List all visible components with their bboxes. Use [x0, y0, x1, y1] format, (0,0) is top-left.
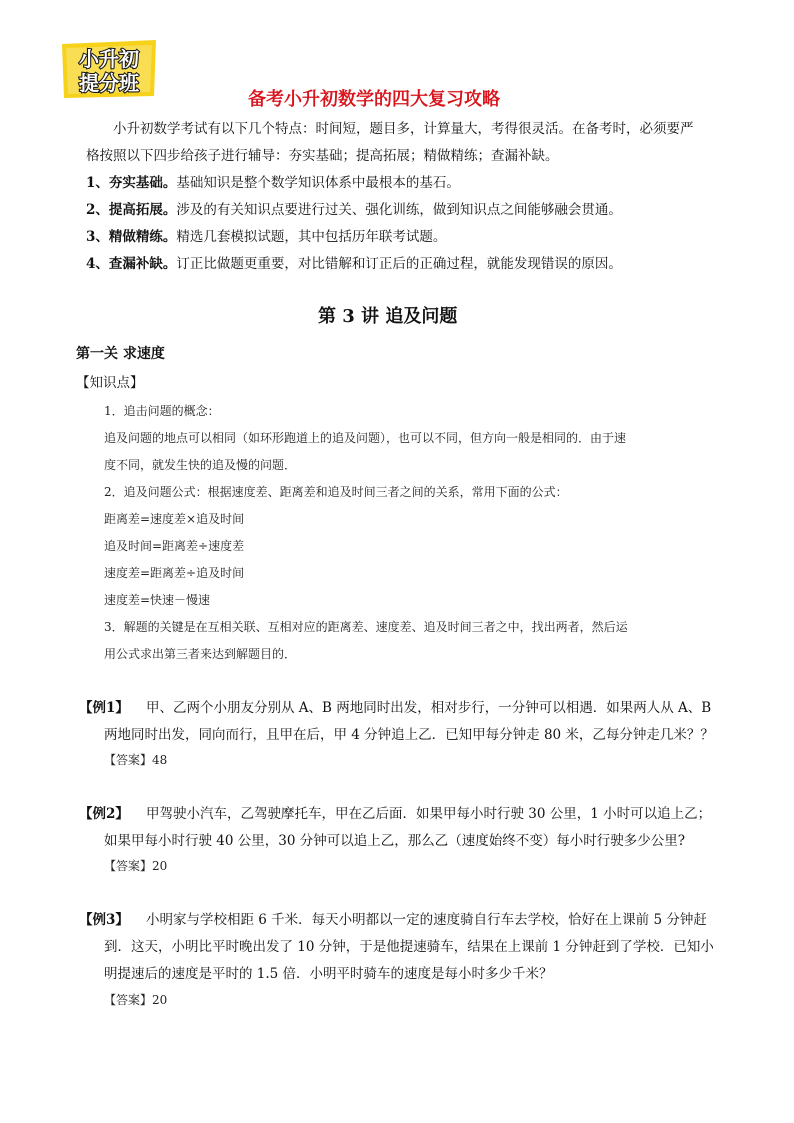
section-title: 第一关 求速度 [76, 346, 165, 362]
lecture-title: 第 3 讲 追及问题 [318, 306, 458, 327]
example-text: 小明家与学校相距 6 千米．每天小明都以一定的速度骑自行车去学校，恰好在上课前 5 分钟赶 [146, 912, 707, 928]
intro-line-1: 小升初数学考试有以下几个特点：时间短，题目多，计算量大，考得很灵活。在备考时，必须要严 [113, 121, 694, 137]
logo-line1: 小升初 [79, 47, 139, 71]
knowledge-line: 速度差=快速－慢速 [104, 593, 211, 607]
knowledge-line: 2．追及问题公式：根据速度差、距离差和追及时间三者之间的关系，常用下面的公式： [104, 485, 568, 499]
intro-line-2: 格按照以下四步给孩子进行辅导：夯实基础；提高拓展；精做精练；查漏补缺。 [86, 148, 559, 164]
answer-value: 20 [152, 993, 168, 1007]
answer [104, 857, 167, 874]
knowledge-line: 3．解题的关键是在互相关联、互相对应的距离差、速度差、追及时间三者之中，找出两者，然后运 [104, 620, 628, 634]
logo [58, 36, 160, 100]
example-text: 到．这天，小明比平时晚出发了 10 分钟，于是他提速骑车，结果在上课前 1 分钟赶到了学校．已知小 [104, 939, 714, 955]
knowledge-line: 度不同，就发生快的追及慢的问题． [104, 458, 297, 472]
example-text: 两地同时出发，同向而行，且甲在后，甲 4 分钟追上乙．已知甲每分钟走 80 米，乙每分钟走几米？？ [104, 727, 714, 743]
example-label: 【例3】 [79, 912, 129, 928]
step-4 [86, 251, 622, 278]
step-text: 精选几套模拟试题，其中包括历年联考试题。 [176, 229, 447, 245]
knowledge-heading: 【知识点】 [76, 375, 144, 391]
step-2 [86, 197, 622, 224]
answer-label: 【答案】 [104, 993, 153, 1007]
step-label: 3、精做精练。 [86, 229, 177, 245]
knowledge-line: 1．追击问题的概念： [104, 404, 220, 418]
knowledge-line: 追及时间=距离差÷速度差 [104, 539, 245, 553]
answer [104, 991, 167, 1008]
answer-label: 【答案】 [104, 753, 153, 767]
page-title: 备考小升初数学的四大复习攻略 [248, 89, 500, 110]
example-label: 【例1】 [79, 700, 129, 716]
step-3 [86, 224, 446, 251]
example-text: 甲驾驶小汽车，乙驾驶摩托车，甲在乙后面．如果甲每小时行驶 30 公里，1 小时可以追上乙； [146, 806, 712, 822]
step-text: 基础知识是整个数学知识体系中最根本的基石。 [176, 175, 460, 191]
step-text: 订正比做题更重要，对比错解和订正后的正确过程，就能发现错误的原因。 [176, 256, 622, 272]
logo-line2: 提分班 [79, 71, 139, 95]
example-text: 明提速后的速度是平时的 1.5 倍．小明平时骑车的速度是每小时多少千米？ [104, 966, 553, 982]
knowledge-line: 距离差=速度差×追及时间 [104, 512, 245, 526]
answer-label: 【答案】 [104, 859, 153, 873]
knowledge-line: 追及问题的地点可以相同（如环形跑道上的追及问题），也可以不同，但方向一般是相同的．由于速 [104, 431, 627, 445]
example-label: 【例2】 [79, 806, 129, 822]
answer-value: 48 [152, 753, 168, 767]
answer [104, 751, 167, 768]
step-label: 4、查漏补缺。 [86, 256, 177, 272]
example-text: 如果甲每小时行驶 40 公里，30 分钟可以追上乙，那么乙（速度始终不变）每小时行驶多少公里? [104, 833, 685, 849]
example-text: 甲、乙两个小朋友分别从 A、B 两地同时出发，相对步行，一分钟可以相遇．如果两人从 A、B [146, 700, 712, 716]
step-1 [86, 170, 460, 197]
step-text: 涉及的有关知识点要进行过关、强化训练，做到知识点之间能够融会贯通。 [176, 202, 622, 218]
step-label: 2、提高拓展。 [86, 202, 177, 218]
knowledge-line: 用公式求出第三者来达到解题目的． [104, 647, 297, 661]
knowledge-line: 速度差=距离差÷追及时间 [104, 566, 245, 580]
step-label: 1、夯实基础。 [86, 175, 177, 191]
answer-value: 20 [152, 859, 168, 873]
